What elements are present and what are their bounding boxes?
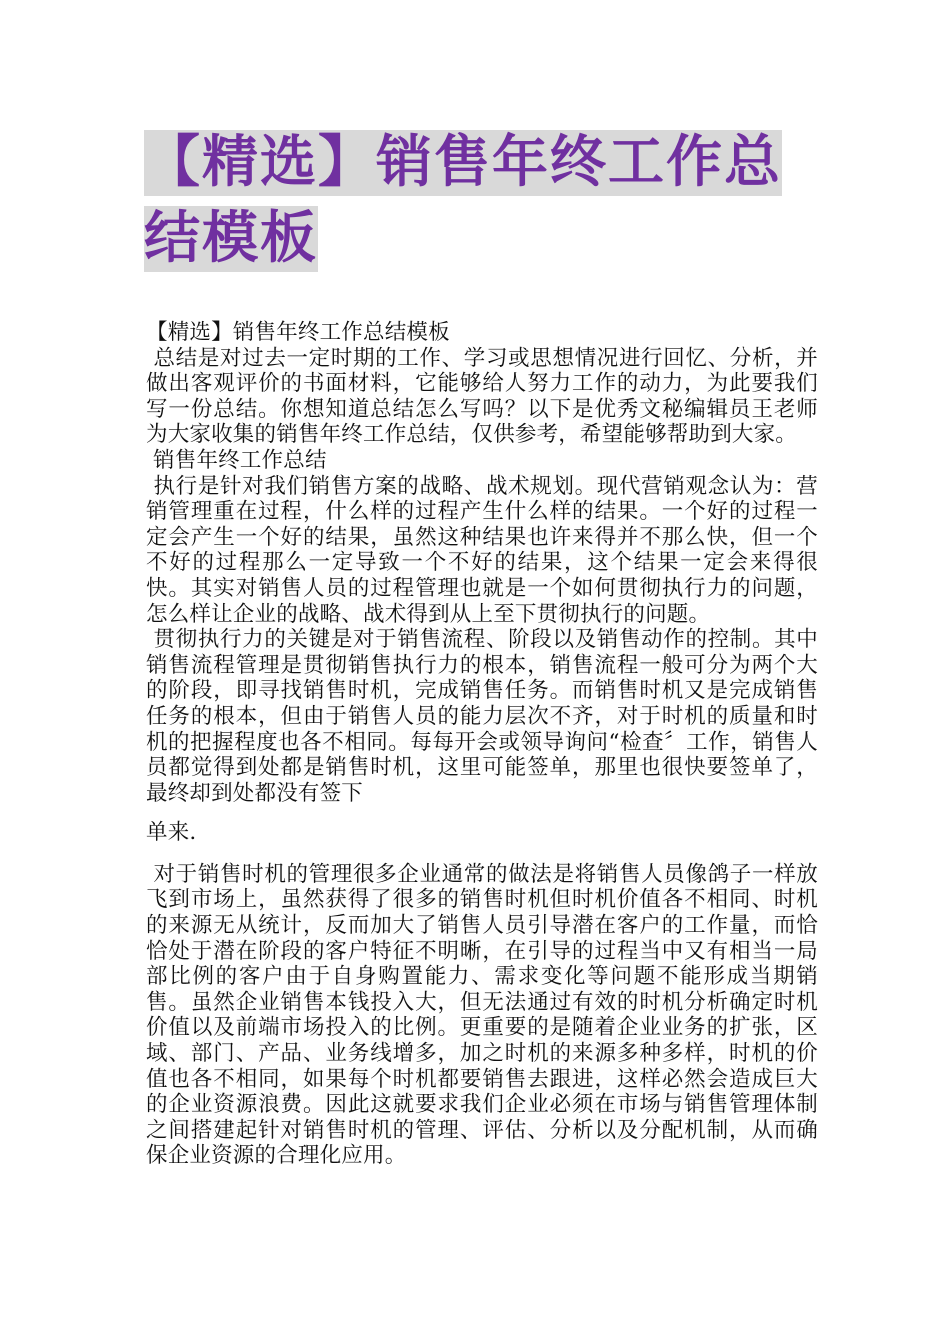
document-title [144, 130, 824, 282]
process-paragraph: 贯彻执行力的关键是对于销售流程、阶段以及销售动作的控制。其中销售流程管理是贯彻销售执行力的根本，销售流程一般可分为两个大的阶段，即寻找销售时机，完成销售任务。而销售时机又是完成销售任务的根本，但由于销售人员的能力层次不齐，对于时机的质量和时机的把握程度也各不相同。每每开会或领导询问“检查〞工作，销售人员都觉得到处都是销售时机，这里可能签单，那里也很快要签单了，最终却到处都没有签下 [146, 627, 818, 806]
body-heading: 【精选】销售年终工作总结模板 [146, 320, 450, 345]
execution-paragraph: 执行是针对我们销售方案的战略、战术规划。现代营销观念认为：营销管理重在过程，什么样的过程产生什么样的结果。一个好的过程一定会产生一个好的结果，虽然这种结果也许来得并不那么快，但一个不好的过程那么一定导致一个不好的结果，这个结果一定会来得很快。其实对销售人员的过程管理也就是一个如何贯彻执行力的问题，怎么样让企业的战略、战术得到从上至下贯彻执行的问题。 [146, 473, 818, 627]
section-heading: 销售年终工作总结 [146, 447, 327, 473]
document-body [146, 320, 818, 1169]
title-line-2: 结模板 [144, 206, 318, 271]
process-paragraph-end: 单来. [146, 820, 197, 846]
title-line-1: 【精选】销售年终工作总 [144, 130, 782, 195]
opportunity-paragraph: 对于销售时机的管理很多企业通常的做法是将销售人员像鸽子一样放飞到市场上，虽然获得了很多的销售时机但时机价值各不相同、时机的来源无从统计，反而加大了销售人员引导潜在客户的工作量，而恰恰处于潜在阶段的客户特征不明晰，在引导的过程当中又有相当一局部比例的客户由于自身购置能力、需求变化等问题不能形成当期销售。虽然企业销售本钱投入大，但无法通过有效的时机分析确定时机价值以及前端市场投入的比例。更重要的是随着企业业务的扩张，区域、部门、产品、业务线增多，加之时机的来源多种多样，时机的价值也各不相同，如果每个时机都要销售去跟进，这样必然会造成巨大的企业资源浪费。因此这就要求我们企业必须在市场与销售管理体制之间搭建起针对销售时机的管理、评估、分析以及分配机制，从而确保企业资源的合理化应用。 [146, 861, 818, 1169]
intro-paragraph: 总结是对过去一定时期的工作、学习或思想情况进行回忆、分析，并做出客观评价的书面材料，它能够给人努力工作的动力，为此要我们写一份总结。你想知道总结怎么写吗？以下是优秀文秘编辑员王老师为大家收集的销售年终工作总结，仅供参考，希望能够帮助到大家。 [146, 345, 818, 448]
